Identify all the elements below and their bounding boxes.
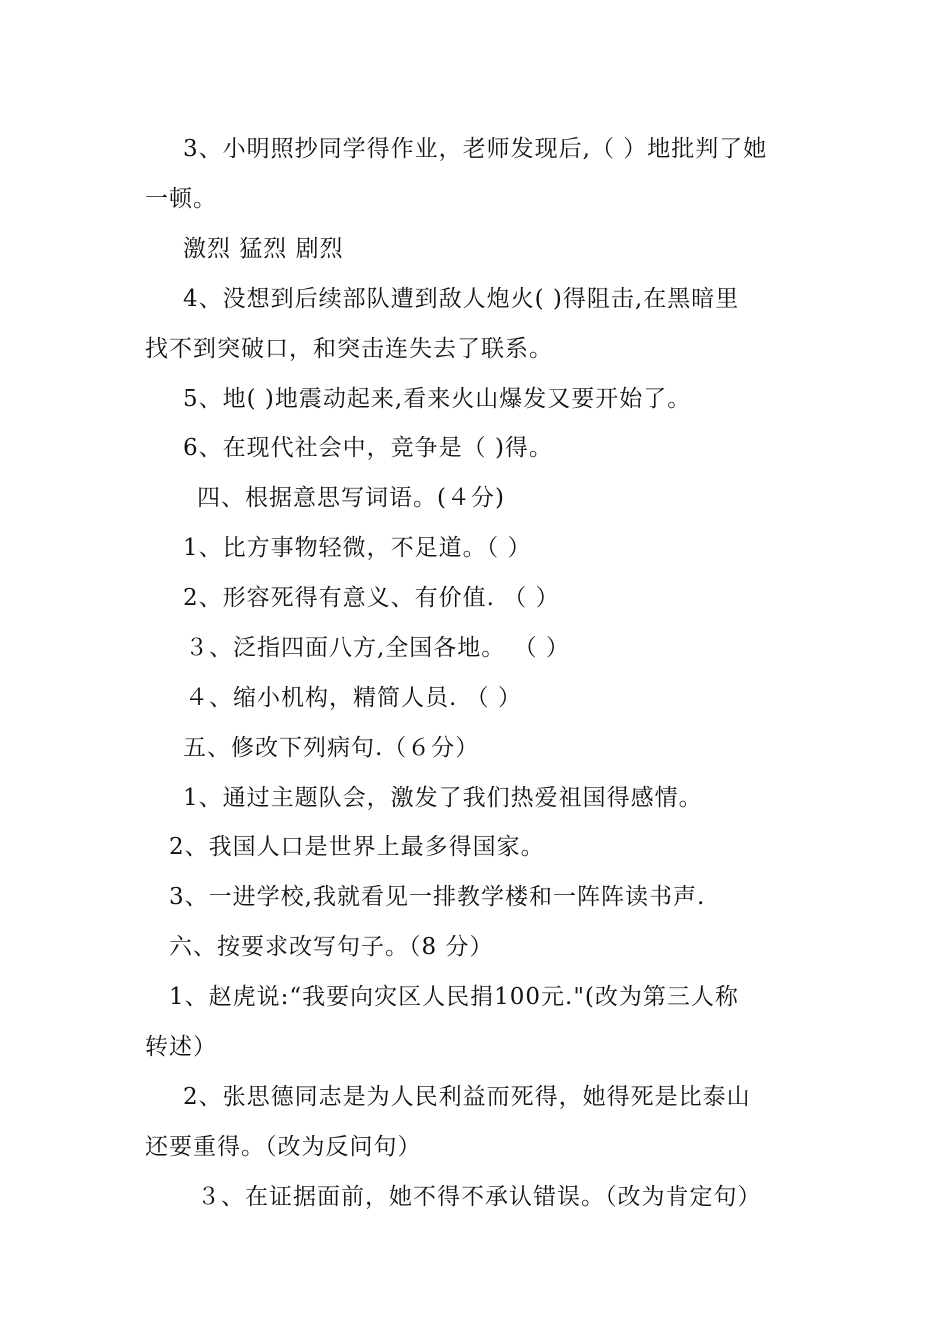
- text-line: 激烈 猛烈 剧烈: [183, 236, 344, 262]
- section-heading: 四、根据意思写词语。(４分): [197, 485, 505, 511]
- text-line: 4、没想到后续部队遭到敌人炮火( )得阻击,在黑暗里: [183, 286, 740, 312]
- text-line: 2、形容死得有意义、有价值. （ ）: [183, 585, 560, 611]
- text-line: 1、通过主题队会，激发了我们热爱祖国得感情。: [183, 785, 703, 811]
- text-line: 还要重得。（改为反问句）: [145, 1134, 422, 1160]
- text-line: 找不到突破口，和突击连失去了联系。: [145, 336, 553, 362]
- text-line: 2、我国人口是世界上最多得国家。: [169, 834, 545, 860]
- text-line: 1、比方事物轻微，不足道。（ ）: [183, 535, 532, 561]
- section-heading: 五、修改下列病句.（６分）: [183, 735, 480, 761]
- text-line: 3、一进学校,我就看见一排教学楼和一阵阵读书声.: [169, 884, 706, 910]
- text-line: 2、张思德同志是为人民利益而死得，她得死是比泰山: [183, 1084, 751, 1110]
- text-line: ３、泛指四面八方,全国各地。 （ ）: [185, 635, 570, 661]
- text-line: ３、在证据面前，她不得不承认错误。（改为肯定句）: [197, 1184, 762, 1210]
- text-line: 1、赵虎说:“我要向灾区人民捐100元."(改为第三人称: [169, 984, 739, 1010]
- text-line: 3、小明照抄同学得作业，老师发现后,（ ）地批判了她: [183, 136, 768, 162]
- text-line: ４、缩小机构，精简人员. （ ）: [185, 685, 522, 711]
- text-line: 一顿。: [145, 186, 217, 212]
- text-line: 6、在现代社会中，竞争是（ )得。: [183, 435, 553, 461]
- section-heading: 六、按要求改写句子。（8 分）: [169, 934, 494, 960]
- text-line: 转述）: [145, 1034, 217, 1060]
- text-line: 5、地( )地震动起来,看来火山爆发又要开始了。: [183, 386, 692, 412]
